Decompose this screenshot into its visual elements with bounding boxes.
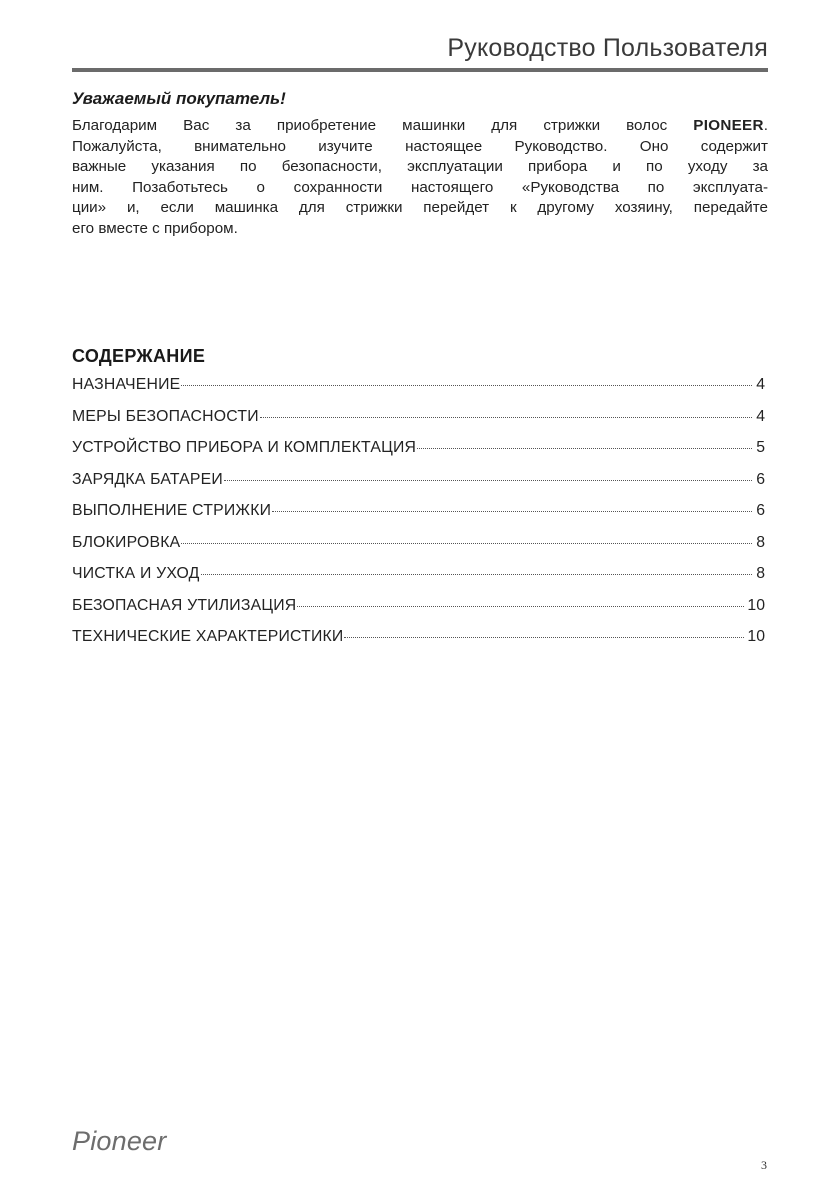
- intro-line-4: ним. Позаботьтесь о сохранности настоящего «Руководства по эксплуата-: [72, 178, 768, 196]
- toc-leader-dots: [344, 637, 744, 638]
- toc-entry[interactable]: [72, 565, 765, 597]
- toc-entry[interactable]: [72, 439, 765, 471]
- intro-line-1-text: Благодарим Вас за приобретение машинки для стрижки волос: [72, 117, 694, 134]
- toc-leader-dots: [272, 511, 752, 512]
- toc-entry-page: 6: [756, 502, 765, 519]
- intro-line-1: [72, 116, 768, 137]
- toc-entry[interactable]: [72, 628, 765, 660]
- toc-leader-dots: [181, 385, 752, 386]
- page-number: 3: [761, 1158, 767, 1172]
- toc-leader-dots: [201, 574, 752, 575]
- toc-entry-label: ЧИСТКА И УХОД: [72, 565, 200, 582]
- greeting-heading: Уважаемый покупатель!: [72, 89, 286, 108]
- intro-line-2: Пожалуйста, внимательно изучите настоящее Руководство. Оно содержит: [72, 137, 768, 155]
- toc-entry-page: 6: [756, 470, 765, 488]
- toc-entry-page: 4: [756, 376, 765, 393]
- toc-entry-label: БЛОКИРОВКА: [72, 533, 181, 551]
- page-header-title: Руководство Пользователя: [447, 34, 768, 62]
- pioneer-logo: Pioneer: [72, 1126, 167, 1156]
- toc-entry[interactable]: [72, 408, 765, 440]
- toc-entry-label: УСТРОЙСТВО ПРИБОРА И КОМПЛЕКТАЦИЯ: [72, 439, 417, 456]
- toc-entry-label: ТЕХНИЧЕСКИЕ ХАРАКТЕРИСТИКИ: [72, 628, 344, 645]
- toc-entry-label: МЕРЫ БЕЗОПАСНОСТИ: [72, 407, 259, 425]
- toc-heading: СОДЕРЖАНИЕ: [72, 346, 206, 366]
- intro-paragraph: [72, 116, 768, 240]
- header-divider: [72, 68, 768, 72]
- toc-entry-page: 8: [756, 533, 765, 551]
- toc-entry-label: ВЫПОЛНЕНИЕ СТРИЖКИ: [72, 502, 272, 519]
- intro-line-5: ции» и, если машинка для стрижки перейдет к другому хозяину, передайте: [72, 199, 768, 217]
- brand-name: PIONEER: [693, 117, 764, 134]
- toc-entry[interactable]: [72, 597, 765, 629]
- toc-entry[interactable]: [72, 502, 765, 534]
- toc-entry-label: БЕЗОПАСНАЯ УТИЛИЗАЦИЯ: [72, 596, 297, 614]
- toc-entry-label: НАЗНАЧЕНИЕ: [72, 376, 181, 393]
- toc-entry-page: 8: [756, 565, 765, 582]
- toc-entry[interactable]: [72, 376, 765, 408]
- toc-leader-dots: [417, 448, 752, 449]
- toc-entry[interactable]: [72, 471, 765, 503]
- intro-line-1-end: .: [763, 117, 768, 134]
- toc-entry-page: 10: [747, 596, 765, 614]
- toc-leader-dots: [260, 417, 752, 418]
- table-of-contents: [72, 376, 765, 660]
- toc-entry-page: 10: [747, 628, 765, 645]
- toc-entry-page: 5: [756, 439, 765, 456]
- toc-entry[interactable]: [72, 534, 765, 566]
- intro-line-6: его вместе с прибором.: [72, 219, 238, 237]
- intro-line-3: важные указания по безопасности, эксплуатации прибора и по уходу за: [72, 158, 768, 176]
- toc-leader-dots: [181, 543, 752, 544]
- toc-leader-dots: [224, 480, 752, 481]
- toc-entry-label: ЗАРЯДКА БАТАРЕИ: [72, 470, 223, 488]
- toc-leader-dots: [297, 606, 744, 607]
- toc-entry-page: 4: [756, 407, 765, 425]
